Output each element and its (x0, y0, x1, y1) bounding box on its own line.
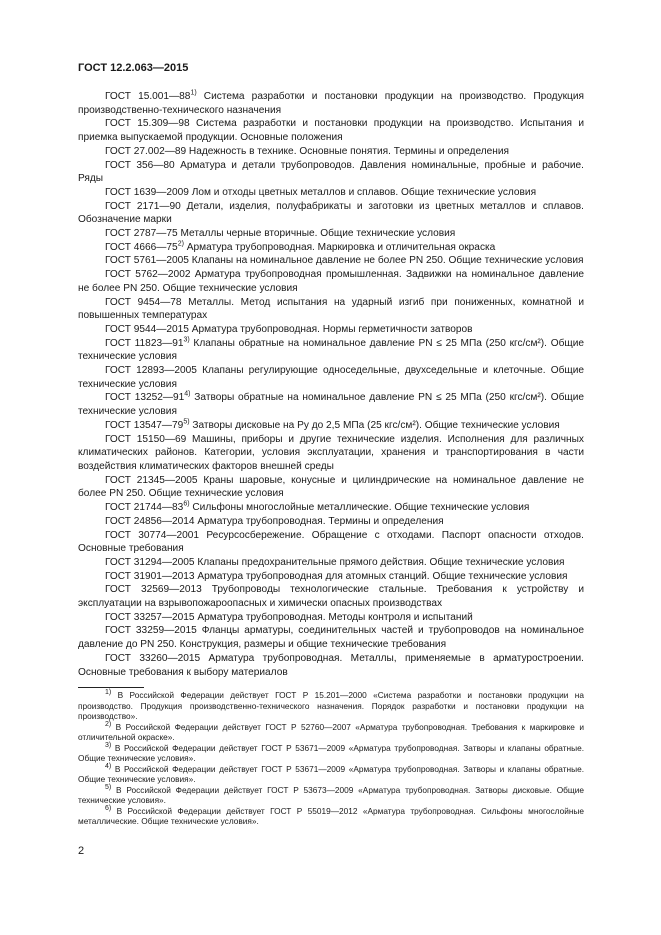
reference-item (78, 323, 584, 337)
footnote-mark: 4) (105, 762, 112, 770)
reference-title: Арматура трубопроводная. Маркировка и отличительная окраска (183, 241, 496, 253)
reference-text: ГОСТ 2787—75 Металлы черные вторичные. Общие технические условия (105, 228, 456, 240)
reference-text: ГОСТ 27.002—89 Надежность в технике. Основные понятия. Термины и определения (105, 145, 510, 157)
normative-references (78, 90, 584, 679)
reference-item (78, 145, 584, 159)
footnote-mark: 4) (184, 391, 191, 399)
reference-text: ГОСТ 12893—2005 Клапаны регулирующие односедельные, двухседельные и клеточные. Общие технические условия (78, 365, 584, 390)
reference-text: ГОСТ 33260—2015 Арматура трубопроводная. Металлы, применяемые в арматуростроении. Основные требования к выбору материалов (78, 652, 584, 678)
reference-text: ГОСТ 5762—2002 Арматура трубопроводная промышленная. Задвижки на номинальное давление не более PN 250. Общие технические условия (78, 269, 584, 294)
footnote-item (78, 743, 584, 764)
reference-text: ГОСТ 11823—91 (105, 337, 184, 349)
footnote-text: В Российской Федерации действует ГОСТ Р 15.201—2000 «Система разработки и постановки продукции на производство. Продукция производственно-технического назначения. Порядок разработки и постановки продукции на производство». (78, 690, 584, 721)
footnote-text: В Российской Федерации действует ГОСТ Р 53671—2009 «Арматура трубопроводная. Затворы и клапаны обратные. Общие технические условия». (78, 763, 584, 784)
reference-item (78, 501, 584, 515)
footnote-mark: 2) (177, 240, 184, 248)
reference-item (78, 254, 584, 268)
reference-text: ГОСТ 15.309—98 Система разработки и постановки продукции на производство. Испытания и приемка выпускаемой продукции. Основные положения (78, 118, 584, 144)
reference-text: ГОСТ 356—80 Арматура и детали трубопроводов. Давления номинальные, пробные и рабочие. Ряды (78, 159, 584, 185)
footnote-text: В Российской Федерации действует ГОСТ Р 52760—2007 «Арматура трубопроводная. Требования к маркировке и отличительной окраске». (78, 721, 584, 742)
reference-text: ГОСТ 33257—2015 Арматура трубопроводная. Методы контроля и испытаний (105, 611, 473, 623)
footnote-text: В Российской Федерации действует ГОСТ Р 55019—2012 «Арматура трубопроводная. Сильфоны многослойные металлические. Общие технические условия». (78, 805, 584, 826)
reference-title: Сильфоны многослойные металлические. Общие технические условия (189, 502, 530, 514)
footnote-mark: 3) (183, 336, 190, 344)
reference-item (78, 391, 584, 418)
reference-text: ГОСТ 24856—2014 Арматура трубопроводная. Термины и определения (105, 515, 444, 527)
reference-item (78, 227, 584, 241)
reference-item (78, 652, 584, 679)
page-header: ГОСТ 12.2.063—2015 (78, 62, 189, 74)
reference-text: ГОСТ 5761—2005 Клапаны на номинальное давление не более PN 250. Общие технические условия (105, 255, 584, 267)
footnote-item (78, 785, 584, 806)
footnote-item (78, 722, 584, 743)
reference-text: ГОСТ 32569—2013 Трубопроводы технологические стальные. Требования к устройству и эксплуатации на взрывопожароопасных и химически опасных производствах (78, 584, 584, 610)
footnote-mark: 5) (183, 418, 190, 426)
reference-item (78, 570, 584, 584)
reference-item (78, 159, 584, 186)
footnote-mark: 6) (105, 804, 112, 812)
footnote-item (78, 764, 584, 785)
reference-text: ГОСТ 15150—69 Машины, приборы и другие технические изделия. Исполнения для различных климатических районов. Категории, условия эксплуатации, хранения и транспортирования в части воздействия климатических факторов внешней среды (78, 433, 584, 472)
footnote-mark: 2) (105, 720, 112, 728)
reference-text: ГОСТ 21345—2005 Краны шаровые, конусные и цилиндрические на номинальное давление не более PN 250. Общие технические условия (78, 474, 584, 500)
reference-title: Клапаны обратные на номинальное давление PN ≤ 25 МПа (250 кгс/см²). Общие технические условия (78, 337, 584, 363)
reference-item (78, 186, 584, 200)
reference-title: Затворы дисковые на Pу до 2,5 МПа (25 кгс/см²). Общие технические условия (189, 419, 560, 431)
reference-text: ГОСТ 9454—78 Металлы. Метод испытания на ударный изгиб при пониженных, комнатной и повышенных температурах (78, 296, 584, 322)
footnote-mark: 3) (105, 741, 112, 749)
reference-text: ГОСТ 21744—83 (105, 502, 184, 514)
reference-item (78, 241, 584, 255)
footnote-text: В Российской Федерации действует ГОСТ Р 53671—2009 «Арматура трубопроводная. Затворы и клапаны обратные. Общие технические условия». (78, 742, 584, 763)
reference-text: ГОСТ 30774—2001 Ресурсосбережение. Обращение с отходами. Паспорт опасности отходов. Основные требования (78, 529, 584, 555)
reference-item (78, 611, 584, 625)
reference-text: ГОСТ 31901—2013 Арматура трубопроводная для атомных станций. Общие технические условия (105, 570, 568, 582)
reference-text: ГОСТ 13547—79 (105, 419, 184, 431)
reference-title: Затворы обратные на номинальное давление PN ≤ 25 МПа (250 кгс/см²). Общие технические условия (78, 392, 584, 418)
reference-text: ГОСТ 2171—90 Детали, изделия, полуфабрикаты и заготовки из цветных металлов и сплавов. Обозначение марки (78, 200, 584, 226)
reference-item (78, 583, 584, 610)
footnote-mark: 6) (183, 500, 190, 508)
page-number: 2 (78, 845, 85, 857)
reference-item (78, 515, 584, 529)
reference-item (78, 200, 584, 227)
reference-item (78, 474, 584, 501)
reference-text: ГОСТ 31294—2005 Клапаны предохранительные прямого действия. Общие технические условия (105, 556, 565, 568)
footnote-item (78, 690, 584, 722)
reference-text: ГОСТ 4666—75 (105, 241, 178, 253)
footnote-separator (78, 687, 144, 688)
reference-text: ГОСТ 15.001—88 (105, 91, 191, 102)
reference-item (78, 337, 584, 364)
footnote-item (78, 806, 584, 827)
reference-text: ГОСТ 33259—2015 Фланцы арматуры, соединительных частей и трубопроводов на номинальное давление до PN 250. Конструкция, размеры и общие технические требования (78, 625, 584, 651)
reference-item (78, 268, 584, 295)
reference-title: Система разработки и постановки продукции на производство. Продукция производственно-технического назначения (78, 91, 584, 116)
reference-item (78, 117, 584, 144)
footnotes (78, 690, 584, 827)
footnote-mark: 1) (190, 89, 197, 97)
reference-item (78, 624, 584, 651)
reference-text: ГОСТ 9544—2015 Арматура трубопроводная. Нормы герметичности затворов (105, 323, 473, 335)
reference-item (78, 529, 584, 556)
reference-item (78, 556, 584, 570)
footnote-mark: 1) (105, 689, 112, 697)
reference-text: ГОСТ 1639—2009 Лом и отходы цветных металлов и сплавов. Общие технические условия (105, 186, 537, 198)
reference-text: ГОСТ 13252—91 (105, 392, 185, 404)
reference-item (78, 296, 584, 323)
footnote-mark: 5) (105, 783, 112, 791)
reference-item (78, 433, 584, 474)
reference-item (78, 419, 584, 433)
reference-item (78, 364, 584, 391)
reference-item (78, 90, 584, 117)
footnote-text: В Российской Федерации действует ГОСТ Р 53673—2009 «Арматура трубопроводная. Затворы дисковые. Общие технические условия». (78, 784, 584, 805)
